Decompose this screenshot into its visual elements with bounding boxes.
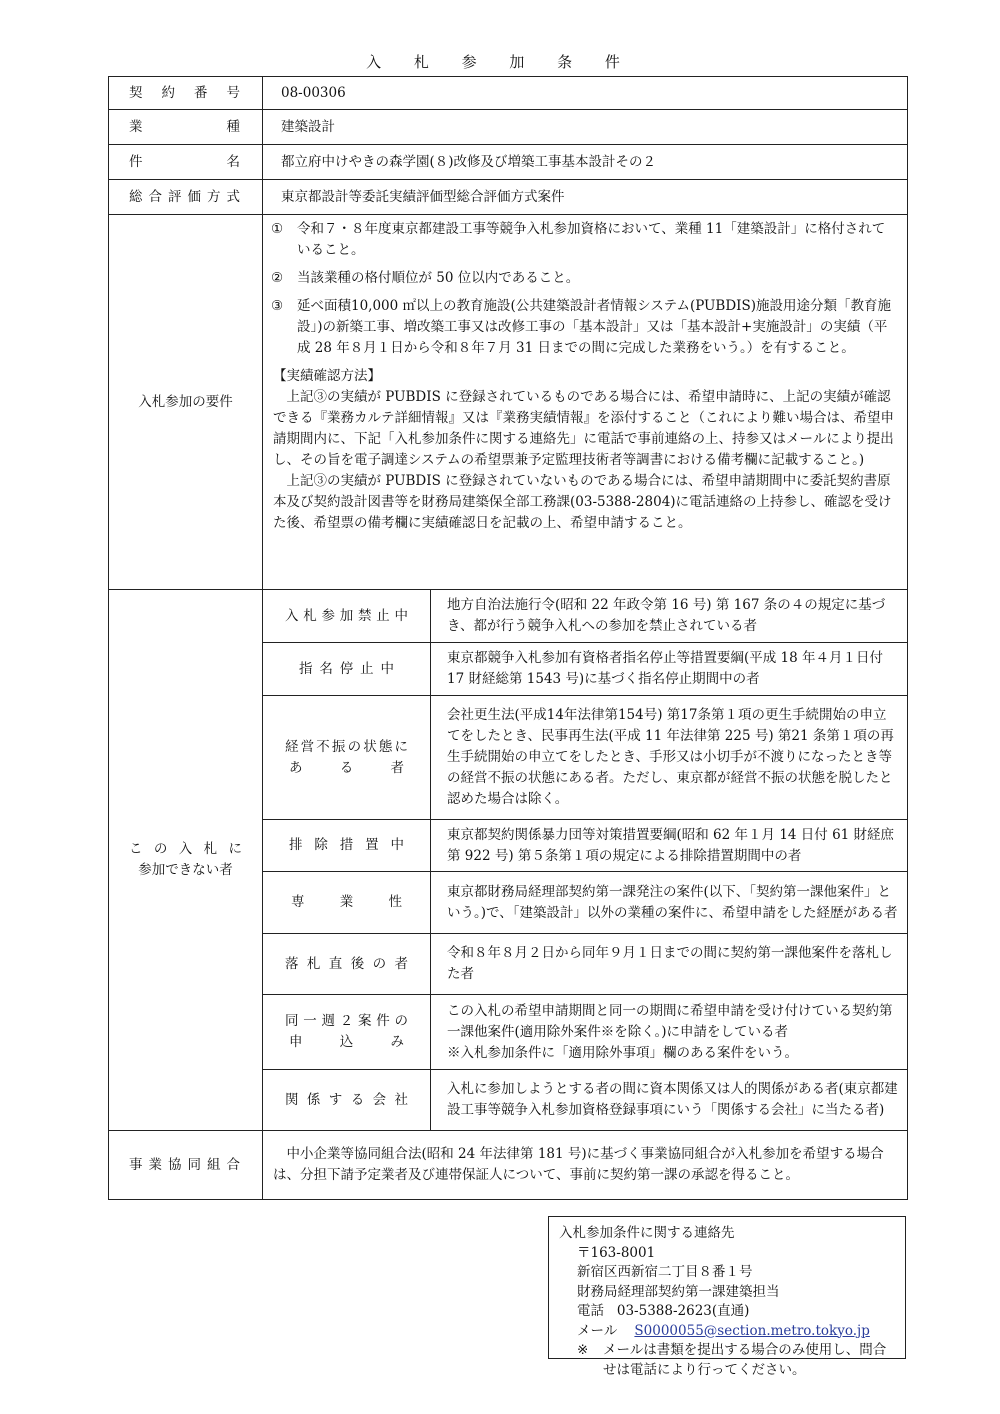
excluded-item-text-main: この入札の希望申請期間と同一の期間に希望申請を受け付けている契約第一課他案件(適用除外案件※を除く。)に申請をしている者 bbox=[447, 1002, 893, 1040]
contact-note-mark: ※ bbox=[577, 1342, 589, 1358]
contact-phone-label: 電話 bbox=[577, 1303, 604, 1319]
row-contract-no bbox=[109, 77, 908, 110]
excluded-item-label bbox=[263, 696, 431, 820]
row-evaluation bbox=[109, 180, 908, 215]
excluded-item-text: 入札に参加しようとする者の間に資本関係又は人的関係がある者(東京都建設工事等競争入札参加資格登録事項にいう「関係する会社」に当たる者) bbox=[431, 1070, 908, 1131]
subject-label: 件名 bbox=[109, 145, 263, 180]
requirement-item-1 bbox=[263, 219, 907, 261]
excluded-item-text: 令和８年８月２日から同年９月１日までの間に契約第一課他案件を落札した者 bbox=[431, 934, 908, 995]
contract-no-label: 契約番号 bbox=[109, 77, 263, 110]
excluded-item-label: 専業性 bbox=[263, 872, 431, 934]
excluded-item-note: ※入札参加条件に「適用除外事項」欄のある案件をいう。 bbox=[447, 1044, 798, 1061]
contract-no-value: 08-00306 bbox=[263, 77, 908, 110]
excluded-item-label-line1: 経営不振の状態に bbox=[285, 738, 408, 755]
requirement-text: 当該業種の格付順位が 50 位以内であること。 bbox=[297, 270, 580, 286]
category-label: 業種 bbox=[109, 110, 263, 145]
excluded-item-text: 東京都財務局経理部契約第一課発注の案件(以下、「契約第一課他案件」という。)で、「建築設計」以外の業種の案件に、希望申請をした経歴がある者 bbox=[431, 872, 908, 934]
subject-value: 都立府中けやきの森学園(８)改修及び増築工事基本設計その２ bbox=[263, 145, 908, 180]
excluded-item-text: 東京都競争入札参加有資格者指名停止等措置要綱(平成 18 年４月１日付 17 財経総第 1543 号)に基づく指名停止期間中の者 bbox=[431, 643, 908, 696]
excluded-item-label-line2: ある者 bbox=[289, 759, 404, 776]
excluded-label-line1: この入札に bbox=[129, 841, 242, 857]
excluded-item-label: 指名停止中 bbox=[263, 643, 431, 696]
excluded-item-text: 会社更生法(平成14年法律第154号) 第17条第１項の更生手続開始の申立てをしたとき、民事再生法(平成 11 年法律第 225 号) 第21 条第１項の再生手続開始の申立てをしたとき、手形又は小切手が不渡りになったとき等の経営不振の状態にある者。ただし、東京都が経営不振の状態を脱したと認めた場合は除く。 bbox=[431, 696, 908, 820]
excluded-item-text: 地方自治法施行令(昭和 22 年政令第 16 号) 第 167 条の４の規定に基づき、都が行う競争入札への参加を禁止されている者 bbox=[431, 590, 908, 643]
excluded-item-label-line2: 申込み bbox=[289, 1034, 404, 1050]
contact-note-text: メールは書類を提出する場合のみ使用し、問合せは電話により行ってください。 bbox=[603, 1342, 887, 1378]
requirements-content bbox=[263, 215, 908, 590]
contact-email-line bbox=[559, 1322, 895, 1342]
cooperative-label: 事業協同組合 bbox=[109, 1131, 263, 1200]
contact-address: 新宿区西新宿二丁目８番１号 bbox=[577, 1264, 753, 1280]
category-value: 建築設計 bbox=[263, 110, 908, 145]
page-title: 入 札 参 加 条 件 bbox=[366, 53, 634, 71]
excluded-item-label-line1: 同一週２案件の bbox=[285, 1013, 408, 1029]
row-cooperative bbox=[109, 1131, 908, 1200]
requirement-item-2 bbox=[263, 268, 907, 289]
contact-email-label: メール bbox=[577, 1322, 618, 1339]
requirement-text: 延べ面積10,000 ㎡以上の教育施設(公共建築設計者情報システム(PUBDIS)施設用途分類「教育施設」)の新築工事、増改築工事又は改修工事の「基本設計」又は「基本設計+実施設計」の実績（平成 28 年８月１日から令和８年７月 31 日までの間に完成した業務をいう。）を有すること。 bbox=[297, 298, 892, 356]
requirements-label: 入札参加の要件 bbox=[109, 215, 263, 590]
excluded-item-label: 関係する会社 bbox=[263, 1070, 431, 1131]
excluded-item-label: 入札参加禁止中 bbox=[263, 590, 431, 643]
row-category bbox=[109, 110, 908, 145]
excluded-item-label bbox=[263, 995, 431, 1070]
contact-email-link[interactable]: S0000055@section.metro.tokyo.jp bbox=[634, 1322, 870, 1339]
requirement-num: ③ bbox=[271, 298, 284, 314]
contact-note bbox=[559, 1341, 895, 1380]
contact-postal: 〒163-8001 bbox=[577, 1244, 656, 1261]
excluded-item-text bbox=[431, 995, 908, 1070]
requirement-item-3 bbox=[263, 296, 907, 359]
cooperative-text: 中小企業等協同組合法(昭和 24 年法律第 181 号)に基づく事業協同組合が入札参加を希望する場合は、分担下請予定業者及び連帯保証人について、事前に契約第一課の承認を得ること。 bbox=[263, 1131, 908, 1200]
evaluation-value: 東京都設計等委託実績評価型総合評価方式案件 bbox=[263, 180, 908, 215]
excluded-item-label: 落札直後の者 bbox=[263, 934, 431, 995]
requirement-num: ② bbox=[271, 270, 284, 286]
verification-method-title: 【実績確認方法】 bbox=[273, 368, 381, 384]
conditions-table bbox=[108, 76, 908, 1200]
contact-phone-line bbox=[559, 1302, 895, 1322]
verification-paragraph: 上記③の実績が PUBDIS に登録されているものである場合には、希望申請時に、上記の実績が確認できる『業務カルテ詳細情報』又は『業務実績情報』を添付すること（これにより難い場合は、希望申請期間内に、下記「入札参加条件に関する連絡先」に電話で事前連絡の上、持参又はメールにより提出し、その旨を電子調達システムの希望票兼予定監理技術者等調書における備考欄に記載すること。) bbox=[273, 389, 894, 468]
verification-paragraph: 上記③の実績が PUBDIS に登録されていないものである場合には、希望申請期間中に委託契約書原本及び契約設計図書等を財務局建築保全部工務課(03-5388-2804)に電話連絡の上持参し、確認を受けた後、希望票の備考欄に実績確認日を記載の上、希望申請すること。 bbox=[273, 473, 892, 531]
excluded-label bbox=[109, 590, 263, 1131]
excluded-item-text: 東京都契約関係暴力団等対策措置要綱(昭和 62 年１月 14 日付 61 財経庶第 922 号) 第５条第１項の規定による排除措置期間中の者 bbox=[431, 820, 908, 872]
contact-title: 入札参加条件に関する連絡先 bbox=[559, 1225, 735, 1241]
excluded-label-line2: 参加できない者 bbox=[138, 862, 233, 878]
excluded-item-label: 排除措置中 bbox=[263, 820, 431, 872]
excluded-row bbox=[109, 590, 908, 643]
requirement-num: ① bbox=[271, 221, 284, 237]
verification-method bbox=[263, 366, 907, 534]
requirement-text: 令和７・８年度東京都建設工事等競争入札参加資格において、業種 11「建築設計」に格付されていること。 bbox=[297, 221, 886, 258]
contact-department: 財務局経理部契約第一課建築担当 bbox=[577, 1283, 780, 1300]
contact-phone: 03-5388-2623(直通) bbox=[616, 1303, 750, 1319]
row-requirements bbox=[109, 215, 908, 590]
row-subject bbox=[109, 145, 908, 180]
evaluation-label: 総合評価方式 bbox=[109, 180, 263, 215]
contact-box bbox=[548, 1216, 906, 1378]
